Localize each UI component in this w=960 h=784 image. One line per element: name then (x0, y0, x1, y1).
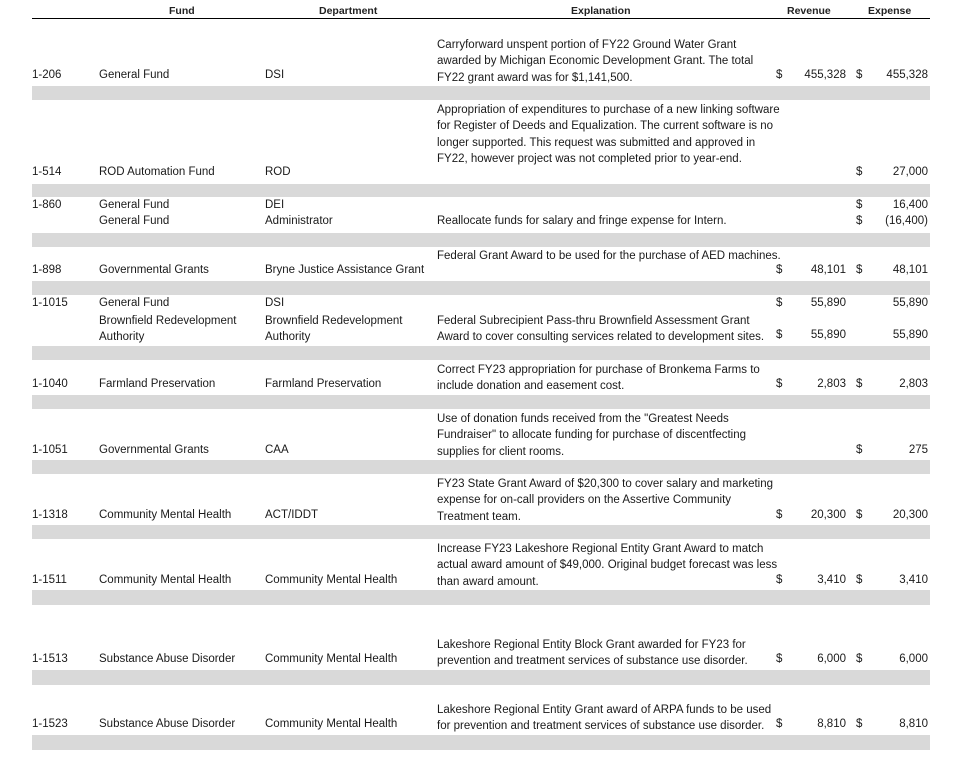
row-id: 1-1523 (32, 718, 68, 730)
revenue-dollar: $ (776, 718, 783, 730)
table-header (32, 0, 930, 19)
revenue-cell: 48,101 (810, 264, 846, 276)
expense-cell: 3,410 (899, 574, 928, 586)
expense-cell: 2,803 (899, 378, 928, 390)
expense-dollar: $ (856, 444, 863, 456)
revenue-column-header: Revenue (787, 5, 831, 17)
row-id: 1-1051 (32, 444, 68, 456)
expense-cell: 27,000 (892, 166, 928, 178)
table-row (0, 637, 960, 671)
explanation-column-header: Explanation (571, 5, 631, 17)
row-id: 1-1040 (32, 378, 68, 390)
fund-column-header: Fund (169, 5, 195, 17)
row-separator (32, 590, 930, 605)
expense-cell: 455,328 (886, 69, 928, 81)
fund-line: Brownfield Redevelopment (99, 315, 237, 327)
row-id: 1-898 (32, 264, 62, 276)
department-column-header: Department (319, 5, 378, 17)
expense-cell: 275 (908, 444, 928, 456)
fund-cell: Substance Abuse Disorder (99, 653, 236, 665)
explanation-cell: Correct FY23 appropriation for purchase of Bronkema Farms to include donation and easement cost. (437, 364, 760, 393)
explanation-cell: Carryforward unspent portion of FY22 Ground Water Grant awarded by Michigan Economic Development Grant. The total FY22 grant award was for $1,141,500. (437, 39, 754, 84)
row-separator (32, 735, 930, 750)
explanation-cell: Federal Grant Award to be used for the purchase of AED machines. (437, 250, 781, 262)
revenue-cell: 3,410 (817, 574, 846, 586)
revenue-dollar: $ (776, 509, 783, 521)
table-row (0, 248, 960, 282)
expense-cell: (16,400) (885, 215, 928, 227)
row-separator (32, 233, 930, 247)
row-separator (32, 346, 930, 360)
fund-line: Authority (99, 331, 145, 344)
fund-cell: General Fund (99, 199, 170, 211)
expense-dollar: $ (856, 378, 863, 390)
row-id: 1-514 (32, 166, 62, 178)
expense-cell: 16,400 (892, 199, 928, 211)
fund-cell: Governmental Grants (99, 444, 209, 456)
revenue-cell: 55,890 (810, 329, 846, 341)
expense-dollar: $ (856, 215, 863, 227)
department-cell: DSI (265, 69, 285, 81)
revenue-dollar: $ (776, 574, 783, 586)
department-cell: Administrator (265, 215, 333, 227)
row-id: 1-1511 (32, 574, 67, 586)
department-cell: Farmland Preservation (265, 378, 382, 390)
table-row (0, 362, 960, 396)
expense-dollar: $ (856, 264, 863, 276)
department-cell: DEI (265, 199, 285, 211)
fund-cell: Community Mental Health (99, 574, 232, 586)
table-row (0, 102, 960, 184)
table-row (0, 36, 960, 86)
row-separator (32, 281, 930, 295)
table-row (0, 297, 960, 347)
expense-column-header: Expense (868, 5, 912, 17)
revenue-cell: 6,000 (817, 653, 846, 665)
row-id: 1-860 (32, 199, 62, 211)
row-id: 1-1318 (32, 509, 68, 521)
explanation-cell: Federal Subrecipient Pass-thru Brownfield Assessment Grant Award to cover consulting services related to development sites. (437, 315, 765, 344)
expense-cell: 6,000 (899, 653, 928, 665)
fund-cell: Community Mental Health (99, 509, 232, 521)
explanation-cell: Reallocate funds for salary and fringe expense for Intern. (437, 215, 727, 227)
table-row (0, 476, 960, 526)
table-row (0, 702, 960, 736)
expense-cell: 55,890 (892, 329, 928, 341)
fund-cell: General Fund (99, 297, 170, 309)
department-line: Authority (265, 331, 311, 344)
department-cell: DSI (265, 297, 285, 309)
revenue-dollar: $ (776, 297, 783, 309)
expense-dollar: $ (856, 574, 863, 586)
revenue-cell: 55,890 (810, 297, 846, 309)
table-row (0, 411, 960, 461)
revenue-cell: 8,810 (817, 718, 846, 730)
table-row (0, 541, 960, 591)
department-cell: CAA (265, 444, 289, 456)
department-cell: ACT/IDDT (265, 509, 319, 521)
department-line: Brownfield Redevelopment (265, 315, 403, 327)
fund-cell: General Fund (99, 69, 170, 81)
expense-dollar: $ (856, 69, 863, 81)
row-id: 1-206 (32, 69, 62, 81)
department-cell: Community Mental Health (265, 653, 398, 665)
department-cell: Bryne Justice Assistance Grant (265, 264, 425, 276)
department-cell: Community Mental Health (265, 718, 398, 730)
fund-cell (99, 313, 236, 346)
revenue-dollar: $ (776, 378, 783, 390)
row-id: 1-1513 (32, 653, 68, 665)
department-cell: Community Mental Health (265, 574, 398, 586)
fund-cell: Substance Abuse Disorder (99, 718, 236, 730)
revenue-cell: 2,803 (817, 378, 846, 390)
expense-dollar: $ (856, 166, 863, 178)
expense-cell: 55,890 (892, 297, 928, 309)
row-separator (32, 525, 930, 539)
row-id: 1-1015 (32, 297, 68, 309)
expense-dollar: $ (856, 718, 863, 730)
revenue-dollar: $ (776, 653, 783, 665)
revenue-cell: 455,328 (804, 69, 846, 81)
revenue-dollar: $ (776, 264, 783, 276)
explanation-cell: Lakeshore Regional Entity Grant award of ARPA funds to be used for prevention and treatment services of substance use disorder. (437, 704, 772, 733)
department-cell (265, 313, 402, 346)
expense-cell: 20,300 (892, 509, 928, 521)
table-row (0, 199, 960, 233)
explanation-cell: Appropriation of expenditures to purchase of a new linking software for Register of Deeds and Equalization. The current software is no longer supported. This request was submitted and approved in FY22, however project was not completed prior to year-end. (437, 104, 780, 165)
expense-dollar: $ (856, 199, 863, 211)
revenue-dollar: $ (776, 329, 783, 341)
row-separator (32, 184, 930, 197)
fund-cell: Farmland Preservation (99, 378, 216, 390)
department-cell: ROD (265, 166, 291, 178)
expense-cell: 48,101 (892, 264, 928, 276)
explanation-cell: Increase FY23 Lakeshore Regional Entity Grant Award to match actual award amount of $49,000. Original budget forecast was less than award amount. (437, 543, 778, 588)
expense-dollar: $ (856, 509, 863, 521)
expense-cell: 8,810 (899, 718, 928, 730)
fund-cell: ROD Automation Fund (99, 166, 215, 178)
row-separator (32, 460, 930, 474)
revenue-dollar: $ (776, 69, 783, 81)
row-separator (32, 86, 930, 100)
explanation-cell: Lakeshore Regional Entity Block Grant awarded for FY23 for prevention and treatment services of substance use disorder. (437, 639, 748, 668)
revenue-cell: 20,300 (810, 509, 846, 521)
expense-dollar: $ (856, 653, 863, 665)
row-separator (32, 395, 930, 409)
fund-cell: General Fund (99, 215, 170, 227)
explanation-cell: Use of donation funds received from the "Greatest Needs Fundraiser" to allocate funding for purchase of discentfecting supplies for client rooms. (437, 413, 747, 458)
row-separator (32, 670, 930, 685)
explanation-cell: FY23 State Grant Award of $20,300 to cover salary and marketing expense for on-call providers on the Assertive Community Treatment team. (437, 478, 774, 523)
fund-cell: Governmental Grants (99, 264, 209, 276)
